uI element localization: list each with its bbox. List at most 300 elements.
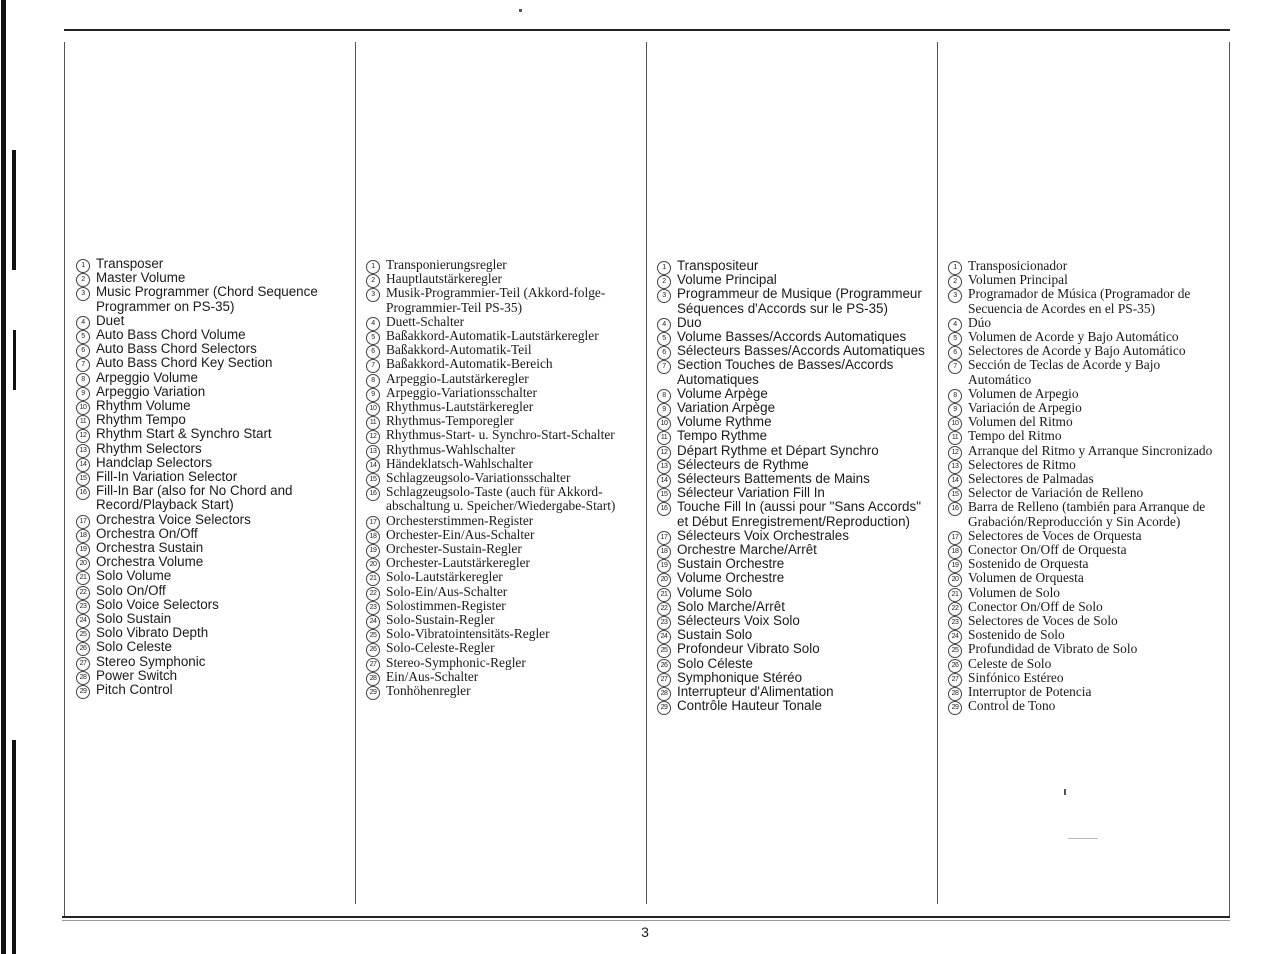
- item-number-badge: 5: [657, 332, 671, 346]
- list-item: [657, 628, 929, 642]
- item-label: Arpeggio Variation: [96, 383, 206, 399]
- list-item: [76, 484, 348, 512]
- item-number-badge: 17: [657, 531, 671, 545]
- item-label: Fill-In Bar (also for No Chord and Record/Playback Start): [96, 483, 293, 513]
- item-label: Orchestra Volume: [96, 554, 204, 570]
- item-number-badge: 13: [948, 460, 962, 474]
- item-number-badge: 11: [657, 431, 671, 445]
- item-label: Sección de Teclas de Acorde y Bajo Automático: [968, 357, 1161, 387]
- item-number-badge: 22: [76, 586, 90, 600]
- item-number-badge: 10: [657, 417, 671, 431]
- print-speck: [1068, 838, 1098, 839]
- list-item: [948, 330, 1220, 344]
- item-number-badge: 4: [657, 318, 671, 332]
- item-number-badge: 24: [76, 614, 90, 628]
- item-label: Solo Voice Selectors: [96, 596, 219, 612]
- item-label: Pitch Control: [96, 682, 173, 698]
- item-label: Hauptlautstärkeregler: [386, 271, 502, 287]
- item-number-badge: 26: [366, 643, 380, 657]
- item-label: Touche Fill In (aussi pour "Sans Accords" et Début Enregistrement/Reproduction): [677, 499, 921, 529]
- item-label: Rhythm Selectors: [96, 440, 202, 456]
- item-number-badge: 25: [657, 644, 671, 658]
- column-french: [657, 259, 929, 714]
- item-number-badge: 25: [76, 628, 90, 642]
- item-label: Symphonique Stéréo: [677, 669, 803, 685]
- item-number-badge: 19: [948, 559, 962, 573]
- item-label: Rhythmus-Lautstärkeregler: [386, 399, 534, 415]
- item-label: Volume Principal: [677, 272, 777, 288]
- item-number-badge: 19: [366, 544, 380, 558]
- list-item: [657, 614, 929, 628]
- list-item: [366, 457, 638, 471]
- item-number-badge: 22: [948, 602, 962, 616]
- column-divider: [937, 42, 938, 904]
- item-label: Arpeggio Volume: [96, 369, 198, 385]
- item-number-badge: 10: [366, 402, 380, 416]
- list-item: [366, 258, 638, 272]
- list-item: [76, 285, 348, 313]
- item-number-badge: 14: [76, 458, 90, 472]
- item-number-badge: 20: [948, 573, 962, 587]
- item-label: Duo: [677, 314, 702, 330]
- item-label: Fill-In Variation Selector: [96, 469, 238, 485]
- item-number-badge: 23: [76, 600, 90, 614]
- item-label: Solo-Celeste-Regler: [386, 640, 495, 656]
- list-item: [948, 316, 1220, 330]
- item-label: Profondeur Vibrato Solo: [677, 641, 820, 657]
- list-item: [76, 342, 348, 356]
- list-item: [76, 655, 348, 669]
- item-label: Solo-Ein/Aus-Schalter: [386, 583, 508, 599]
- list-item: [948, 699, 1220, 713]
- item-number-badge: 3: [366, 288, 380, 302]
- item-label: Orchestra On/Off: [96, 525, 198, 541]
- item-number-badge: 14: [657, 474, 671, 488]
- item-number-badge: 4: [366, 317, 380, 331]
- item-label: Auto Bass Chord Key Section: [96, 355, 273, 371]
- list-item: [657, 429, 929, 443]
- item-label: Selector de Variación de Relleno: [968, 485, 1144, 501]
- list-item: [657, 415, 929, 429]
- list-item: [948, 387, 1220, 401]
- item-label: Transposicionador: [968, 258, 1068, 273]
- item-label: Solo-Lautstärkeregler: [386, 569, 503, 585]
- list-item: [366, 670, 638, 684]
- item-number-badge: 29: [657, 701, 671, 715]
- item-label: Baßakkord-Automatik-Bereich: [386, 356, 553, 372]
- list-item: [366, 471, 638, 485]
- item-number-badge: 15: [657, 488, 671, 502]
- item-label: Händeklatsch-Wahlschalter: [386, 455, 533, 471]
- item-number-badge: 24: [657, 630, 671, 644]
- item-number-badge: 20: [657, 573, 671, 587]
- list-item: [76, 356, 348, 370]
- item-label: Sélecteurs de Rythme: [677, 456, 809, 472]
- list-item: [366, 315, 638, 329]
- list-item: [948, 657, 1220, 671]
- item-label: Sostenido de Orquesta: [968, 556, 1089, 572]
- binding-edge: [0, 0, 22, 954]
- print-speck: [519, 9, 522, 12]
- item-number-badge: 21: [366, 572, 380, 586]
- item-number-badge: 15: [366, 473, 380, 487]
- list-item: [948, 259, 1220, 273]
- item-number-badge: 6: [657, 346, 671, 360]
- item-label: Orchestre Marche/Arrêt: [677, 542, 817, 558]
- item-number-badge: 22: [366, 587, 380, 601]
- list-item: [657, 586, 929, 600]
- list-item: [366, 599, 638, 613]
- item-label: Sinfónico Estéreo: [968, 669, 1064, 685]
- item-number-badge: 8: [657, 389, 671, 403]
- item-number-badge: 6: [948, 346, 962, 360]
- item-number-badge: 14: [366, 459, 380, 473]
- item-number-badge: 2: [948, 275, 962, 289]
- list-item: [657, 316, 929, 330]
- list-item: [657, 557, 929, 571]
- list-item: [948, 529, 1220, 543]
- list-item: [948, 500, 1220, 528]
- item-label: Solostimmen-Register: [386, 597, 506, 613]
- item-number-badge: 27: [948, 673, 962, 687]
- list-item: [366, 627, 638, 641]
- item-number-badge: 27: [76, 657, 90, 671]
- item-number-badge: 28: [657, 687, 671, 701]
- list-item: [657, 600, 929, 614]
- list-item: [657, 401, 929, 415]
- item-label: Contrôle Hauteur Tonale: [677, 698, 822, 714]
- item-number-badge: 1: [657, 261, 671, 275]
- item-number-badge: 11: [948, 431, 962, 445]
- item-number-badge: 12: [76, 429, 90, 443]
- item-label: Handclap Selectors: [96, 454, 213, 470]
- item-number-badge: 2: [76, 273, 90, 287]
- list-item: [366, 443, 638, 457]
- list-item: [657, 444, 929, 458]
- list-item: [76, 314, 348, 328]
- item-number-badge: 26: [657, 659, 671, 673]
- list-item: [366, 528, 638, 542]
- item-number-badge: 16: [948, 502, 962, 516]
- list-item: [76, 527, 348, 541]
- item-label: Celeste de Solo: [968, 655, 1052, 671]
- item-label: Baßakkord-Automatik-Lautstärkeregler: [386, 328, 599, 344]
- item-number-badge: 12: [366, 430, 380, 444]
- item-label: Volumen de Solo: [968, 584, 1061, 600]
- item-number-badge: 16: [366, 487, 380, 501]
- item-number-badge: 2: [366, 274, 380, 288]
- list-item: [76, 683, 348, 697]
- item-label: Solo-Vibratointensitäts-Regler: [386, 626, 550, 642]
- item-label: Selectores de Acorde y Bajo Automático: [968, 343, 1186, 359]
- item-label: Barra de Relleno (también para Arranque de Grabación/Reproducción y Sin Acorde): [968, 499, 1206, 529]
- item-label: Sélecteurs Voix Solo: [677, 613, 800, 629]
- item-label: Variación de Arpegio: [968, 400, 1082, 416]
- item-label: Musik-Programmier-Teil (Akkord-folge-Programmier-Teil PS-35): [386, 285, 606, 315]
- column-german: [366, 258, 638, 698]
- list-item: [366, 585, 638, 599]
- item-number-badge: 1: [948, 261, 962, 275]
- item-label: Ein/Aus-Schalter: [386, 668, 479, 684]
- list-item: [76, 541, 348, 555]
- list-item: [76, 555, 348, 569]
- list-item: [948, 472, 1220, 486]
- item-label: Sustain Orchestre: [677, 556, 785, 572]
- list-item: [657, 273, 929, 287]
- item-number-badge: 1: [76, 259, 90, 273]
- item-label: Solo Vibrato Depth: [96, 625, 209, 641]
- column-divider: [64, 42, 65, 916]
- item-label: Baßakkord-Automatik-Teil: [386, 342, 532, 358]
- item-number-badge: 24: [366, 615, 380, 629]
- item-label: Volume Solo: [677, 584, 753, 600]
- list-item: [657, 387, 929, 401]
- item-label: Selectores de Voces de Solo: [968, 613, 1118, 629]
- item-label: Selectores de Voces de Orquesta: [968, 527, 1142, 543]
- list-item: [366, 343, 638, 357]
- list-item: [948, 571, 1220, 585]
- item-number-badge: 18: [948, 545, 962, 559]
- list-item: [948, 685, 1220, 699]
- list-item: [948, 358, 1220, 386]
- item-label: Arranque del Ritmo y Arranque Sincronizado: [968, 442, 1213, 458]
- item-number-badge: 5: [366, 331, 380, 345]
- list-item: [657, 458, 929, 472]
- item-label: Master Volume: [96, 270, 186, 286]
- list-item: [366, 641, 638, 655]
- list-item: [657, 657, 929, 671]
- list-item: [657, 699, 929, 713]
- list-item: [76, 640, 348, 654]
- item-number-badge: 18: [657, 545, 671, 559]
- item-label: Volumen de Arpegio: [968, 385, 1079, 401]
- item-number-badge: 5: [76, 330, 90, 344]
- item-label: Orchester-Lautstärkeregler: [386, 555, 530, 571]
- list-item: [657, 358, 929, 386]
- list-item: [76, 584, 348, 598]
- list-item: [76, 470, 348, 484]
- item-label: Volumen de Orquesta: [968, 570, 1084, 586]
- item-label: Solo On/Off: [96, 582, 166, 598]
- item-label: Auto Bass Chord Selectors: [96, 341, 257, 357]
- item-label: Volumen de Acorde y Bajo Automático: [968, 329, 1179, 345]
- list-item: [366, 542, 638, 556]
- item-number-badge: 1: [366, 260, 380, 274]
- item-label: Selectores de Ritmo: [968, 456, 1076, 472]
- list-item: [76, 371, 348, 385]
- item-number-badge: 13: [76, 444, 90, 458]
- top-rule: [64, 29, 1230, 31]
- item-label: Volume Orchestre: [677, 570, 785, 586]
- parts-list-french: [657, 259, 929, 714]
- item-label: Selectores de Palmadas: [968, 471, 1094, 487]
- item-number-badge: 29: [76, 685, 90, 699]
- list-item: [366, 656, 638, 670]
- item-label: Auto Bass Chord Volume: [96, 327, 246, 343]
- item-label: Tempo Rythme: [677, 428, 768, 444]
- item-label: Programmeur de Musique (Programmeur Séquences d'Accords sur le PS-35): [677, 286, 922, 316]
- item-label: Sélecteurs Basses/Accords Automatiques: [677, 343, 925, 359]
- item-label: Solo Volume: [96, 568, 172, 584]
- item-label: Section Touches de Basses/Accords Automatiques: [677, 357, 894, 387]
- item-number-badge: 4: [948, 318, 962, 332]
- item-label: Arpeggio-Variationsschalter: [386, 384, 537, 400]
- item-number-badge: 3: [76, 287, 90, 301]
- list-item: [76, 399, 348, 413]
- item-number-badge: 19: [76, 543, 90, 557]
- item-label: Tempo del Ritmo: [968, 428, 1062, 444]
- item-label: Rhythmus-Wahlschalter: [386, 441, 516, 457]
- item-label: Volume Basses/Accords Automatiques: [677, 329, 907, 345]
- item-number-badge: 6: [366, 345, 380, 359]
- list-item: [366, 386, 638, 400]
- item-label: Interrupteur d'Alimentation: [677, 684, 834, 700]
- list-item: [657, 472, 929, 486]
- item-number-badge: 20: [366, 558, 380, 572]
- item-label: Profundidad de Vibrato de Solo: [968, 641, 1138, 657]
- item-number-badge: 23: [948, 616, 962, 630]
- item-number-badge: 9: [366, 388, 380, 402]
- item-number-badge: 28: [76, 671, 90, 685]
- item-number-badge: 3: [948, 289, 962, 303]
- item-number-badge: 7: [948, 360, 962, 374]
- list-item: [657, 259, 929, 273]
- list-item: [657, 500, 929, 528]
- bottom-rule-thin: [62, 920, 1230, 921]
- list-item: [366, 357, 638, 371]
- list-item: [76, 626, 348, 640]
- item-number-badge: 10: [948, 417, 962, 431]
- item-number-badge: 9: [657, 403, 671, 417]
- item-number-badge: 5: [948, 332, 962, 346]
- list-item: [948, 273, 1220, 287]
- list-item: [948, 614, 1220, 628]
- list-item: [657, 571, 929, 585]
- item-label: Tonhöhenregler: [386, 683, 471, 699]
- item-label: Volumen del Ritmo: [968, 414, 1073, 430]
- item-number-badge: 19: [657, 559, 671, 573]
- item-number-badge: 2: [657, 275, 671, 289]
- item-label: Rhythmus-Start- u. Synchro-Start-Schalter: [386, 427, 615, 443]
- item-label: Volume Arpège: [677, 385, 768, 401]
- item-number-badge: 9: [76, 387, 90, 401]
- item-number-badge: 3: [657, 289, 671, 303]
- list-item: [366, 372, 638, 386]
- item-label: Stereo-Symphonic-Regler: [386, 654, 526, 670]
- list-item: [657, 671, 929, 685]
- list-item: [948, 628, 1220, 642]
- list-item: [948, 458, 1220, 472]
- item-number-badge: 13: [657, 460, 671, 474]
- item-number-badge: 24: [948, 630, 962, 644]
- list-item: [948, 344, 1220, 358]
- item-label: Arpeggio-Lautstärkeregler: [386, 370, 529, 386]
- list-item: [366, 272, 638, 286]
- item-label: Solo Sustain: [96, 611, 172, 627]
- item-label: Interruptor de Potencia: [968, 684, 1092, 700]
- list-item: [76, 569, 348, 583]
- list-item: [366, 400, 638, 414]
- item-number-badge: 27: [657, 673, 671, 687]
- item-number-badge: 9: [948, 403, 962, 417]
- item-number-badge: 16: [657, 502, 671, 516]
- column-divider: [646, 42, 647, 904]
- item-number-badge: 26: [948, 659, 962, 673]
- list-item: [76, 271, 348, 285]
- list-item: [657, 486, 929, 500]
- list-item: [657, 529, 929, 543]
- item-number-badge: 11: [366, 416, 380, 430]
- item-label: Conector On/Off de Orquesta: [968, 542, 1127, 558]
- item-label: Dúo: [968, 314, 992, 330]
- item-label: Rhythmus-Temporegler: [386, 413, 514, 429]
- list-item: [76, 385, 348, 399]
- item-label: Départ Rythme et Départ Synchro: [677, 442, 879, 458]
- list-item: [366, 428, 638, 442]
- item-label: Volumen Principal: [968, 272, 1068, 288]
- item-label: Stereo Symphonic: [96, 653, 206, 669]
- item-label: Schlagzeugsolo-Variationsschalter: [386, 470, 571, 486]
- item-number-badge: 20: [76, 557, 90, 571]
- item-label: Sélecteur Variation Fill In: [677, 485, 825, 501]
- item-number-badge: 25: [366, 629, 380, 643]
- column-english: [76, 257, 348, 697]
- list-item: [76, 442, 348, 456]
- item-label: Variation Arpège: [677, 400, 776, 416]
- item-label: Sustain Solo: [677, 627, 753, 643]
- list-item: [366, 684, 638, 698]
- list-item: [948, 429, 1220, 443]
- item-label: Transpositeur: [677, 258, 759, 273]
- item-label: Duet: [96, 312, 125, 328]
- column-divider: [355, 42, 356, 904]
- item-label: Orchestra Sustain: [96, 540, 204, 556]
- item-number-badge: 18: [76, 529, 90, 543]
- item-number-badge: 22: [657, 602, 671, 616]
- item-number-badge: 21: [657, 588, 671, 602]
- list-item: [657, 287, 929, 315]
- list-item: [948, 486, 1220, 500]
- list-item: [76, 513, 348, 527]
- list-item: [948, 401, 1220, 415]
- list-item: [366, 329, 638, 343]
- item-label: Sélecteurs Voix Orchestrales: [677, 527, 849, 543]
- item-number-badge: 21: [948, 588, 962, 602]
- list-item: [76, 456, 348, 470]
- item-number-badge: 25: [948, 644, 962, 658]
- item-number-badge: 26: [76, 642, 90, 656]
- item-number-badge: 27: [366, 658, 380, 672]
- item-label: Orchestra Voice Selectors: [96, 511, 251, 527]
- list-item: [366, 570, 638, 584]
- list-item: [948, 415, 1220, 429]
- item-number-badge: 23: [657, 616, 671, 630]
- item-label: Sostenido de Solo: [968, 627, 1065, 643]
- item-label: Rhythm Tempo: [96, 412, 186, 428]
- item-number-badge: 6: [76, 344, 90, 358]
- column-divider: [1229, 42, 1230, 916]
- item-number-badge: 21: [76, 571, 90, 585]
- bottom-rule: [62, 916, 1230, 918]
- list-item: [76, 669, 348, 683]
- item-label: Programador de Música (Programador de Secuencia de Acordes en el PS-35): [968, 286, 1191, 316]
- list-item: [366, 613, 638, 627]
- item-label: Solo Céleste: [677, 655, 753, 671]
- item-number-badge: 28: [948, 687, 962, 701]
- item-label: Transposer: [96, 256, 164, 271]
- item-label: Schlagzeugsolo-Taste (auch für Akkord-abschaltung u. Speicher/Wiedergabe-Start): [386, 484, 616, 514]
- item-number-badge: 13: [366, 445, 380, 459]
